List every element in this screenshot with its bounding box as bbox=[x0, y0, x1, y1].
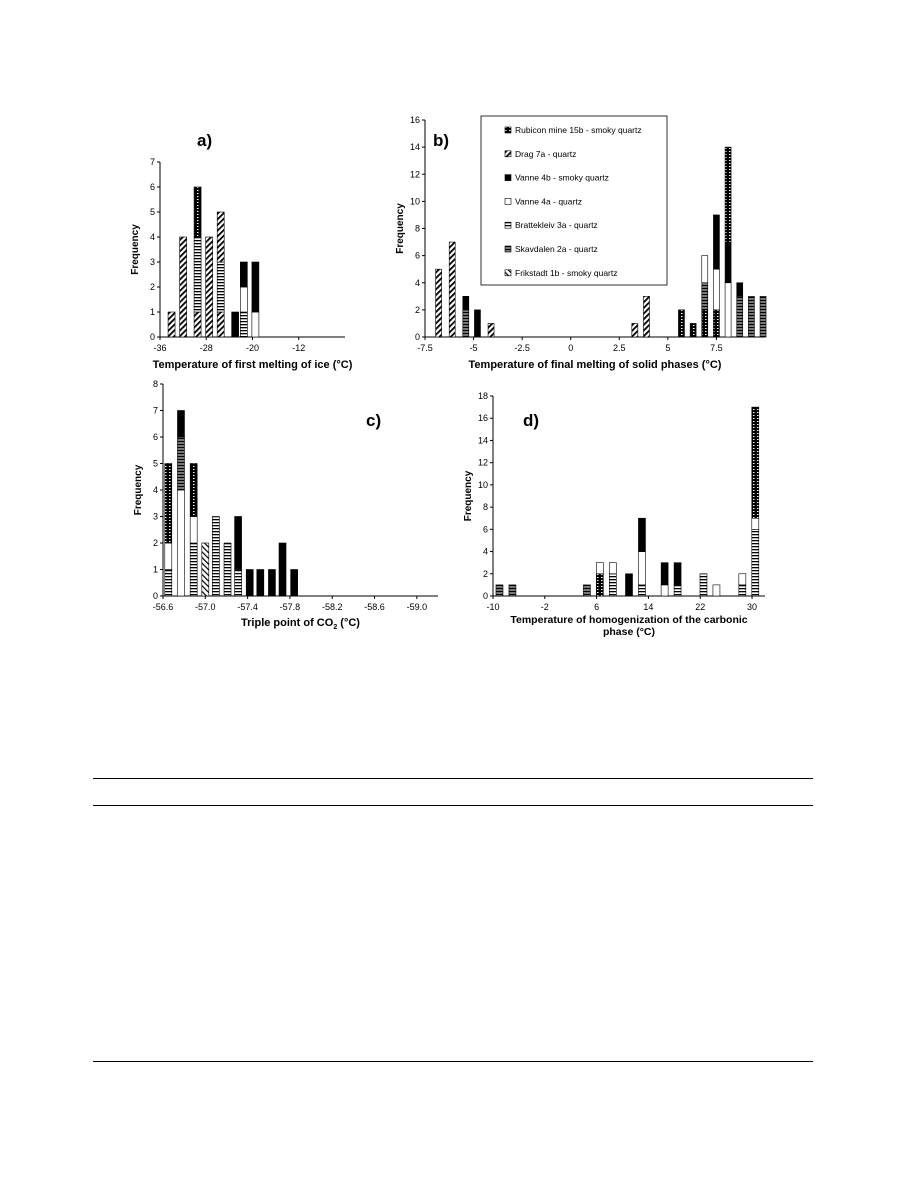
bar-segment-skavdalen bbox=[737, 296, 743, 337]
table-rule-top bbox=[93, 778, 813, 779]
bar-segment-skavdalen bbox=[748, 296, 754, 337]
bar-segment-vanne4b bbox=[725, 242, 731, 283]
panel-a bbox=[130, 131, 353, 371]
bar-segment-vanne4b bbox=[713, 215, 719, 269]
y-tick-label: 1 bbox=[152, 564, 158, 575]
legend-swatch-frikstadt bbox=[505, 270, 511, 276]
legend bbox=[481, 116, 667, 285]
y-tick-label: 6 bbox=[482, 524, 488, 535]
x-tick-label: -57.8 bbox=[279, 602, 301, 612]
bar-segment-skavdalen bbox=[760, 296, 766, 337]
bar-segment-drag bbox=[436, 269, 442, 337]
bar-segment-vanne4b bbox=[235, 517, 242, 570]
y-tick-label: 2 bbox=[482, 568, 488, 579]
bar-segment-skavdalen bbox=[177, 437, 184, 490]
y-tick-label: 8 bbox=[414, 223, 420, 234]
x-tick-label: 2.5 bbox=[613, 343, 626, 353]
y-tick-label: 1 bbox=[149, 307, 155, 317]
bar-segment-vanne4b bbox=[252, 262, 259, 312]
legend-swatch-brattekleiv bbox=[505, 222, 511, 228]
bar-segment-vanne4a bbox=[725, 283, 731, 337]
x-tick-label: -12 bbox=[292, 343, 306, 353]
y-tick-label: 14 bbox=[477, 435, 488, 446]
y-axis-title: Frequency bbox=[463, 470, 474, 522]
x-tick-label: 22 bbox=[695, 602, 706, 612]
bar-segment-brattekleiv bbox=[240, 312, 247, 337]
y-tick-label: 0 bbox=[149, 332, 155, 342]
bar-segment-skavdalen bbox=[583, 585, 590, 596]
y-tick-label: 10 bbox=[409, 196, 420, 207]
x-tick-label: 0 bbox=[568, 343, 574, 353]
table-rule-header bbox=[93, 805, 813, 806]
bar-segment-brattekleiv bbox=[674, 585, 681, 596]
y-tick-label: 8 bbox=[152, 379, 158, 389]
bar-segment-skavdalen bbox=[702, 283, 708, 310]
bar-segment-brattekleiv bbox=[190, 543, 197, 596]
x-axis-title: Temperature of final melting of solid phases (°C) bbox=[468, 359, 722, 371]
legend-swatch-drag bbox=[505, 151, 511, 157]
legend-swatch-skavdalen bbox=[505, 246, 511, 252]
bar-segment-rubicon bbox=[194, 187, 201, 237]
y-tick-label: 6 bbox=[152, 432, 158, 442]
bar-segment-vanne4a bbox=[638, 552, 645, 585]
x-tick-label: -10 bbox=[486, 602, 500, 612]
legend-swatch-vanne4b bbox=[505, 175, 511, 181]
x-tick-label: -2.5 bbox=[514, 343, 530, 353]
bar-segment-vanne4b bbox=[474, 310, 480, 337]
bar-segment-brattekleiv bbox=[235, 570, 242, 597]
bar-segment-vanne4a bbox=[596, 563, 603, 574]
bar-segment-brattekleiv bbox=[739, 585, 746, 596]
legend-label-drag: Drag 7a - quartz bbox=[515, 148, 577, 159]
y-tick-label: 0 bbox=[482, 591, 488, 601]
bar-segment-vanne4a bbox=[702, 256, 708, 283]
x-axis-title: Temperature of first melting of ice (°C) bbox=[152, 359, 353, 371]
bar-segment-vanne4b bbox=[257, 570, 264, 597]
legend-label-skavdalen: Skavdalen 2a - quartz bbox=[515, 244, 598, 254]
bar-segment-drag bbox=[206, 237, 213, 337]
x-tick-label: -36 bbox=[153, 343, 167, 353]
y-tick-label: 7 bbox=[152, 405, 158, 416]
x-tick-label: -58.6 bbox=[364, 602, 385, 612]
y-tick-label: 2 bbox=[414, 304, 420, 315]
x-tick-label: -28 bbox=[199, 343, 213, 353]
bar-segment-brattekleiv bbox=[217, 262, 224, 312]
bar-segment-brattekleiv bbox=[165, 570, 172, 597]
y-tick-label: 6 bbox=[414, 250, 420, 261]
bar-segment-rubicon bbox=[678, 310, 684, 337]
bar-segment-vanne4b bbox=[291, 570, 298, 597]
bar-segment-vanne4b bbox=[463, 296, 469, 310]
bar-segment-vanne4a bbox=[165, 543, 172, 570]
x-axis-title bbox=[241, 617, 360, 631]
y-tick-label: 12 bbox=[477, 457, 488, 468]
panel-c bbox=[133, 379, 438, 631]
x-tick-label: 5 bbox=[665, 343, 671, 353]
x-axis-title-line: Temperature of homogenization of the carbonic bbox=[510, 614, 748, 626]
y-tick-label: 7 bbox=[149, 157, 155, 167]
bar-segment-rubicon bbox=[713, 310, 719, 337]
bar-segment-drag bbox=[180, 237, 187, 337]
bar-segment-vanne4a bbox=[190, 517, 197, 544]
x-tick-label: -2 bbox=[540, 602, 549, 612]
y-tick-label: 18 bbox=[477, 391, 488, 401]
y-tick-label: 0 bbox=[152, 591, 158, 601]
bar-segment-vanne4b bbox=[177, 411, 184, 438]
panel-label: b) bbox=[433, 131, 450, 150]
bar-segment-rubicon bbox=[190, 464, 197, 517]
x-tick-label: 7.5 bbox=[710, 343, 723, 353]
bar-segment-vanne4a bbox=[252, 312, 259, 337]
bar-segment-rubicon bbox=[725, 147, 731, 242]
panel-label: a) bbox=[197, 131, 213, 150]
bar-segment-skavdalen bbox=[509, 585, 516, 596]
bar-segment-vanne4a bbox=[240, 287, 247, 312]
bar-segment-brattekleiv bbox=[224, 543, 231, 596]
y-tick-label: 2 bbox=[152, 538, 158, 548]
x-axis-title-line: phase (°C) bbox=[602, 626, 656, 638]
x-tick-label: -57.0 bbox=[195, 602, 216, 612]
x-tick-label: -20 bbox=[245, 343, 260, 353]
bar-segment-drag bbox=[643, 296, 649, 337]
bar-segment-drag bbox=[217, 212, 224, 262]
x-tick-label: -59.0 bbox=[406, 602, 428, 612]
bar-segment-vanne4b bbox=[661, 563, 668, 585]
bar-segment-drag bbox=[449, 242, 455, 337]
y-tick-label: 4 bbox=[414, 277, 420, 288]
x-tick-label: -56.6 bbox=[152, 602, 174, 612]
bar-segment-vanne4a bbox=[177, 490, 184, 596]
x-tick-label: -57.4 bbox=[237, 602, 258, 612]
bar-segment-brattekleiv bbox=[752, 529, 759, 596]
bar-segment-vanne4b bbox=[737, 283, 743, 297]
bar-segment-drag bbox=[194, 312, 201, 337]
bar-segment-vanne4b bbox=[279, 543, 286, 596]
legend-label-vanne4a: Vanne 4a - quartz bbox=[515, 196, 582, 207]
bar-segment-drag bbox=[217, 312, 224, 337]
legend-label-brattekleiv: Brattekleiv 3a - quartz bbox=[515, 220, 598, 231]
bar-segment-vanne4a bbox=[713, 269, 719, 310]
x-tick-label: 6 bbox=[594, 602, 600, 612]
y-tick-label: 16 bbox=[477, 413, 488, 424]
bar-segment-brattekleiv bbox=[194, 237, 201, 312]
bar-segment-brattekleiv bbox=[700, 574, 707, 596]
bar-segment-vanne4a bbox=[752, 518, 759, 529]
bar-segment-vanne4b bbox=[674, 563, 681, 585]
bar-segment-rubicon bbox=[165, 464, 172, 544]
bar-segment-brattekleiv bbox=[638, 585, 645, 596]
y-tick-label: 4 bbox=[152, 485, 158, 495]
y-tick-label: 0 bbox=[414, 332, 420, 342]
y-tick-label: 8 bbox=[482, 502, 488, 513]
legend-label-frikstadt: Frikstadt 1b - smoky quartz bbox=[515, 267, 618, 278]
panel-label: c) bbox=[366, 411, 382, 430]
bar-segment-skavdalen bbox=[463, 310, 469, 337]
bar-segment-brattekleiv bbox=[609, 574, 616, 596]
x-axis-title-suffix: (°C) bbox=[337, 617, 360, 629]
legend-label-vanne4b: Vanne 4b - smoky quartz bbox=[515, 172, 609, 183]
bar-segment-skavdalen bbox=[496, 585, 503, 596]
bar-segment-vanne4a bbox=[661, 585, 668, 596]
bar-segment-drag bbox=[632, 323, 638, 337]
y-tick-label: 14 bbox=[409, 142, 420, 153]
y-tick-label: 5 bbox=[149, 207, 155, 217]
y-tick-label: 12 bbox=[409, 169, 420, 180]
y-tick-label: 2 bbox=[149, 282, 155, 292]
x-tick-label: 30 bbox=[747, 602, 758, 612]
y-tick-label: 5 bbox=[152, 458, 158, 469]
bar-segment-vanne4b bbox=[638, 518, 645, 551]
bar-segment-vanne4b bbox=[232, 312, 239, 337]
y-tick-label: 10 bbox=[477, 479, 488, 490]
x-tick-label: -7.5 bbox=[417, 343, 433, 353]
legend-swatch-vanne4a bbox=[505, 198, 511, 204]
x-tick-label: 14 bbox=[643, 602, 654, 612]
legend-swatch-rubicon bbox=[505, 127, 511, 133]
bar-segment-brattekleiv bbox=[212, 517, 219, 597]
bar-segment-drag bbox=[488, 323, 494, 337]
y-tick-label: 6 bbox=[149, 182, 155, 192]
bar-segment-vanne4a bbox=[609, 563, 616, 574]
x-axis-title-main: Triple point of CO bbox=[241, 617, 334, 629]
bar-segment-vanne4b bbox=[240, 262, 247, 287]
y-tick-label: 3 bbox=[152, 511, 158, 522]
x-axis-title-subscript: 2 bbox=[333, 624, 338, 631]
bar-segment-vanne4a bbox=[713, 585, 720, 596]
y-tick-label: 4 bbox=[482, 546, 488, 557]
bar-segment-vanne4b bbox=[626, 574, 633, 596]
bar-segment-drag bbox=[168, 312, 175, 337]
x-tick-label: -5 bbox=[469, 343, 478, 353]
y-tick-label: 3 bbox=[149, 257, 155, 267]
y-axis-title: Frequency bbox=[133, 464, 144, 516]
y-tick-label: 16 bbox=[409, 115, 420, 125]
bar-segment-rubicon bbox=[596, 574, 603, 596]
bar-segment-frikstadt bbox=[202, 543, 209, 596]
x-tick-label: -58.2 bbox=[321, 602, 343, 612]
table-rule-bottom bbox=[93, 1061, 813, 1062]
bar-segment-vanne4b bbox=[246, 570, 253, 597]
bar-segment-vanne4a bbox=[739, 574, 746, 585]
panel-label: d) bbox=[523, 411, 540, 430]
y-axis-title: Frequency bbox=[395, 203, 406, 254]
y-axis-title: Frequency bbox=[130, 224, 141, 275]
bar-segment-rubicon bbox=[690, 323, 696, 337]
y-tick-label: 4 bbox=[149, 232, 155, 242]
bar-segment-vanne4b bbox=[268, 570, 275, 597]
panel-d bbox=[463, 391, 765, 638]
bar-segment-rubicon bbox=[702, 310, 708, 337]
legend-label-rubicon: Rubicon mine 15b - smoky quartz bbox=[515, 125, 642, 135]
bar-segment-rubicon bbox=[752, 407, 759, 518]
